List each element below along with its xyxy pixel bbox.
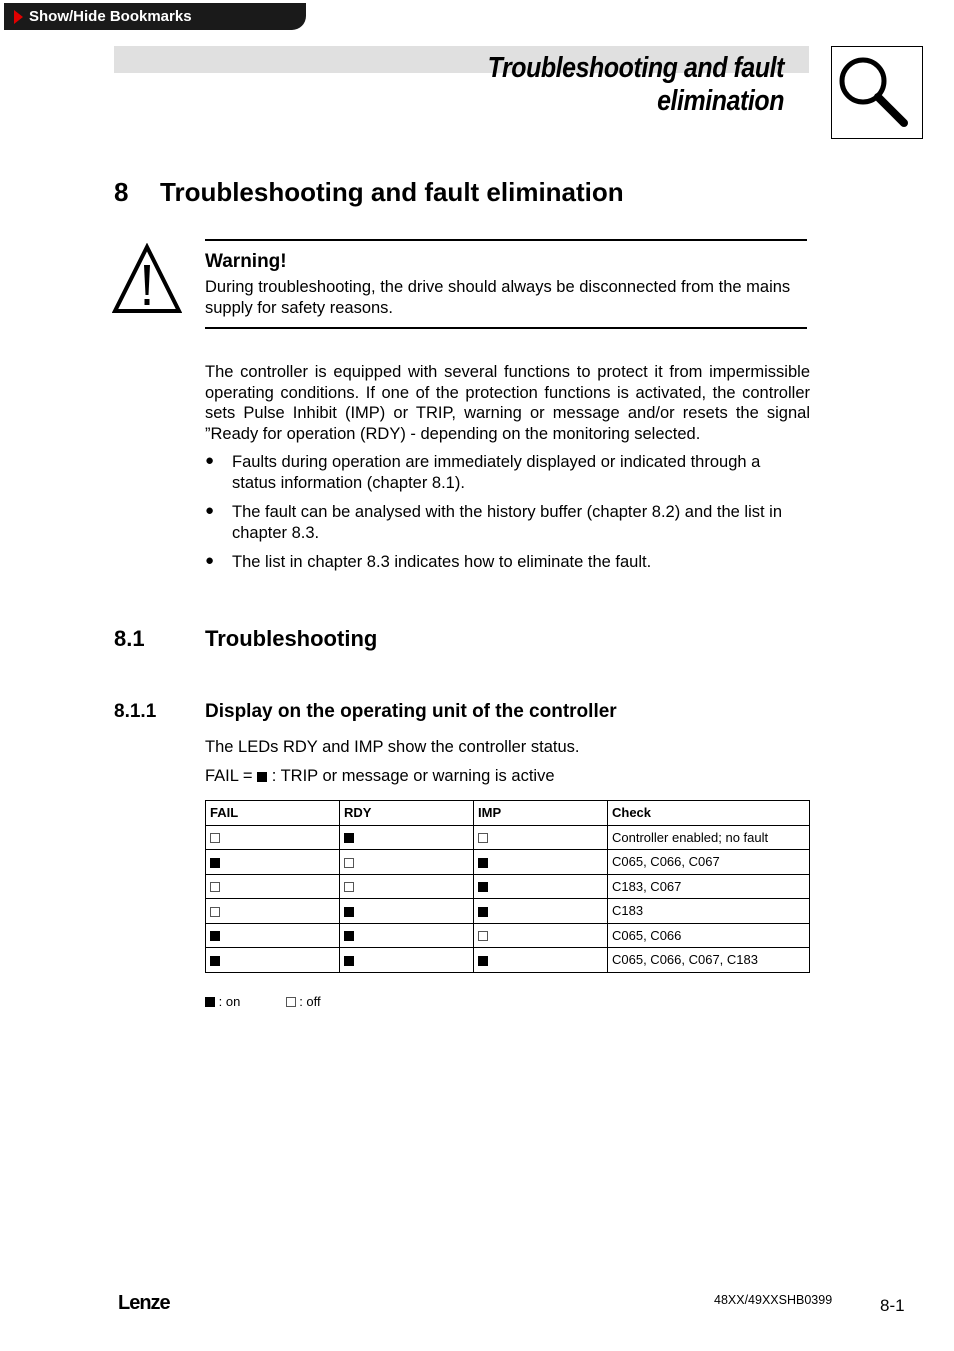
list-item-text: Faults during operation are immediately displayed or indicated through a status information (chapter 8.1). (232, 453, 761, 492)
triangle-right-icon (14, 10, 23, 24)
cell-check: C065, C066 (608, 923, 810, 948)
legend-off-label: : off (299, 994, 321, 1010)
section-title: Troubleshooting (205, 626, 378, 651)
led-off-icon (286, 997, 296, 1007)
led-on-icon (344, 956, 354, 966)
led-off-icon (210, 907, 220, 917)
magnifier-icon (831, 46, 923, 139)
chapter-number: 8 (114, 177, 129, 207)
page-number: 8-1 (880, 1296, 905, 1315)
led-on-icon (478, 858, 488, 868)
cell-fail (206, 899, 340, 924)
led-on-icon (344, 931, 354, 941)
warning-text: During troubleshooting, the drive should always be disconnected from the mains supply for safety reasons. (205, 278, 791, 317)
list-item-text: The list in chapter 8.3 indicates how to eliminate the fault. (232, 553, 652, 571)
fail-suffix: : TRIP or message or warning is active (271, 767, 555, 785)
section-number: 8.1 (114, 626, 145, 651)
cell-rdy (340, 874, 474, 899)
led-on-icon (210, 858, 220, 868)
table-row (206, 850, 810, 875)
cell-fail (206, 874, 340, 899)
cell-imp (474, 948, 608, 973)
subsection-title: Display on the operating unit of the controller (205, 701, 617, 722)
warning-heading: Warning! (205, 251, 287, 272)
column-header-check: Check (608, 801, 810, 826)
bullet-icon: ● (205, 552, 215, 569)
cell-check: C183 (608, 899, 810, 924)
led-on-icon (344, 907, 354, 917)
chapter-title: Troubleshooting and fault elimination (160, 177, 624, 207)
subsection-number: 8.1.1 (114, 701, 157, 722)
led-on-icon (478, 907, 488, 917)
warning-triangle-icon (112, 243, 182, 320)
intro-paragraph: The controller is equipped with several functions to protect it from impermissible operating conditions. If one of the protection functions is activated, the controller sets Pulse Inhibit (IMP) or TRIP, warning or message and/or resets the signal ”Ready for operation (RDY) - depending on the monitoring selected. (205, 363, 810, 443)
document-code: 48XX/49XXSHB0399 (714, 1293, 833, 1307)
fail-prefix: FAIL = (205, 767, 253, 785)
cell-rdy (340, 850, 474, 875)
led-off-icon (478, 833, 488, 843)
cell-fail (206, 948, 340, 973)
led-off-icon (478, 931, 488, 941)
led-on-icon (478, 882, 488, 892)
legend-on-label: : on (218, 994, 241, 1010)
cell-check: C065, C066, C067 (608, 850, 810, 875)
led-on-icon (205, 997, 215, 1007)
cell-rdy (340, 825, 474, 850)
cell-imp (474, 874, 608, 899)
led-on-icon (478, 956, 488, 966)
led-on-icon (257, 772, 267, 782)
running-header-title: Troubleshooting and fault elimination (487, 52, 784, 117)
led-status-table (205, 800, 810, 973)
column-header-rdy: RDY (340, 801, 474, 826)
table-row (206, 948, 810, 973)
table-row (206, 899, 810, 924)
column-header-fail: FAIL (206, 801, 340, 826)
cell-rdy (340, 923, 474, 948)
table-row (206, 874, 810, 899)
cell-imp (474, 850, 608, 875)
divider (205, 327, 807, 329)
fail-description (205, 767, 555, 786)
cell-rdy (340, 899, 474, 924)
led-off-icon (210, 833, 220, 843)
brand-logo: Lenze (118, 1292, 170, 1314)
cell-imp (474, 899, 608, 924)
bookmarks-label: Show/Hide Bookmarks (29, 8, 192, 25)
cell-rdy (340, 948, 474, 973)
table-row (206, 923, 810, 948)
list-item-text: The fault can be analysed with the history buffer (chapter 8.2) and the list in chapter 8.3. (232, 503, 783, 542)
led-description: The LEDs RDY and IMP show the controller status. (205, 738, 580, 756)
divider (205, 239, 807, 241)
led-on-icon (344, 833, 354, 843)
led-off-icon (344, 858, 354, 868)
cell-fail (206, 825, 340, 850)
table-row (206, 825, 810, 850)
table-header-row (206, 801, 810, 826)
cell-check: Controller enabled; no fault (608, 825, 810, 850)
bullet-icon: ● (205, 502, 215, 519)
cell-imp (474, 923, 608, 948)
led-off-icon (210, 882, 220, 892)
show-hide-bookmarks-button[interactable] (4, 3, 306, 30)
cell-fail (206, 850, 340, 875)
cell-imp (474, 825, 608, 850)
bullet-icon: ● (205, 452, 215, 469)
column-header-imp: IMP (474, 801, 608, 826)
cell-check: C065, C066, C067, C183 (608, 948, 810, 973)
led-on-icon (210, 956, 220, 966)
led-off-icon (344, 882, 354, 892)
led-on-icon (210, 931, 220, 941)
cell-check: C183, C067 (608, 874, 810, 899)
cell-fail (206, 923, 340, 948)
legend (205, 993, 321, 1009)
